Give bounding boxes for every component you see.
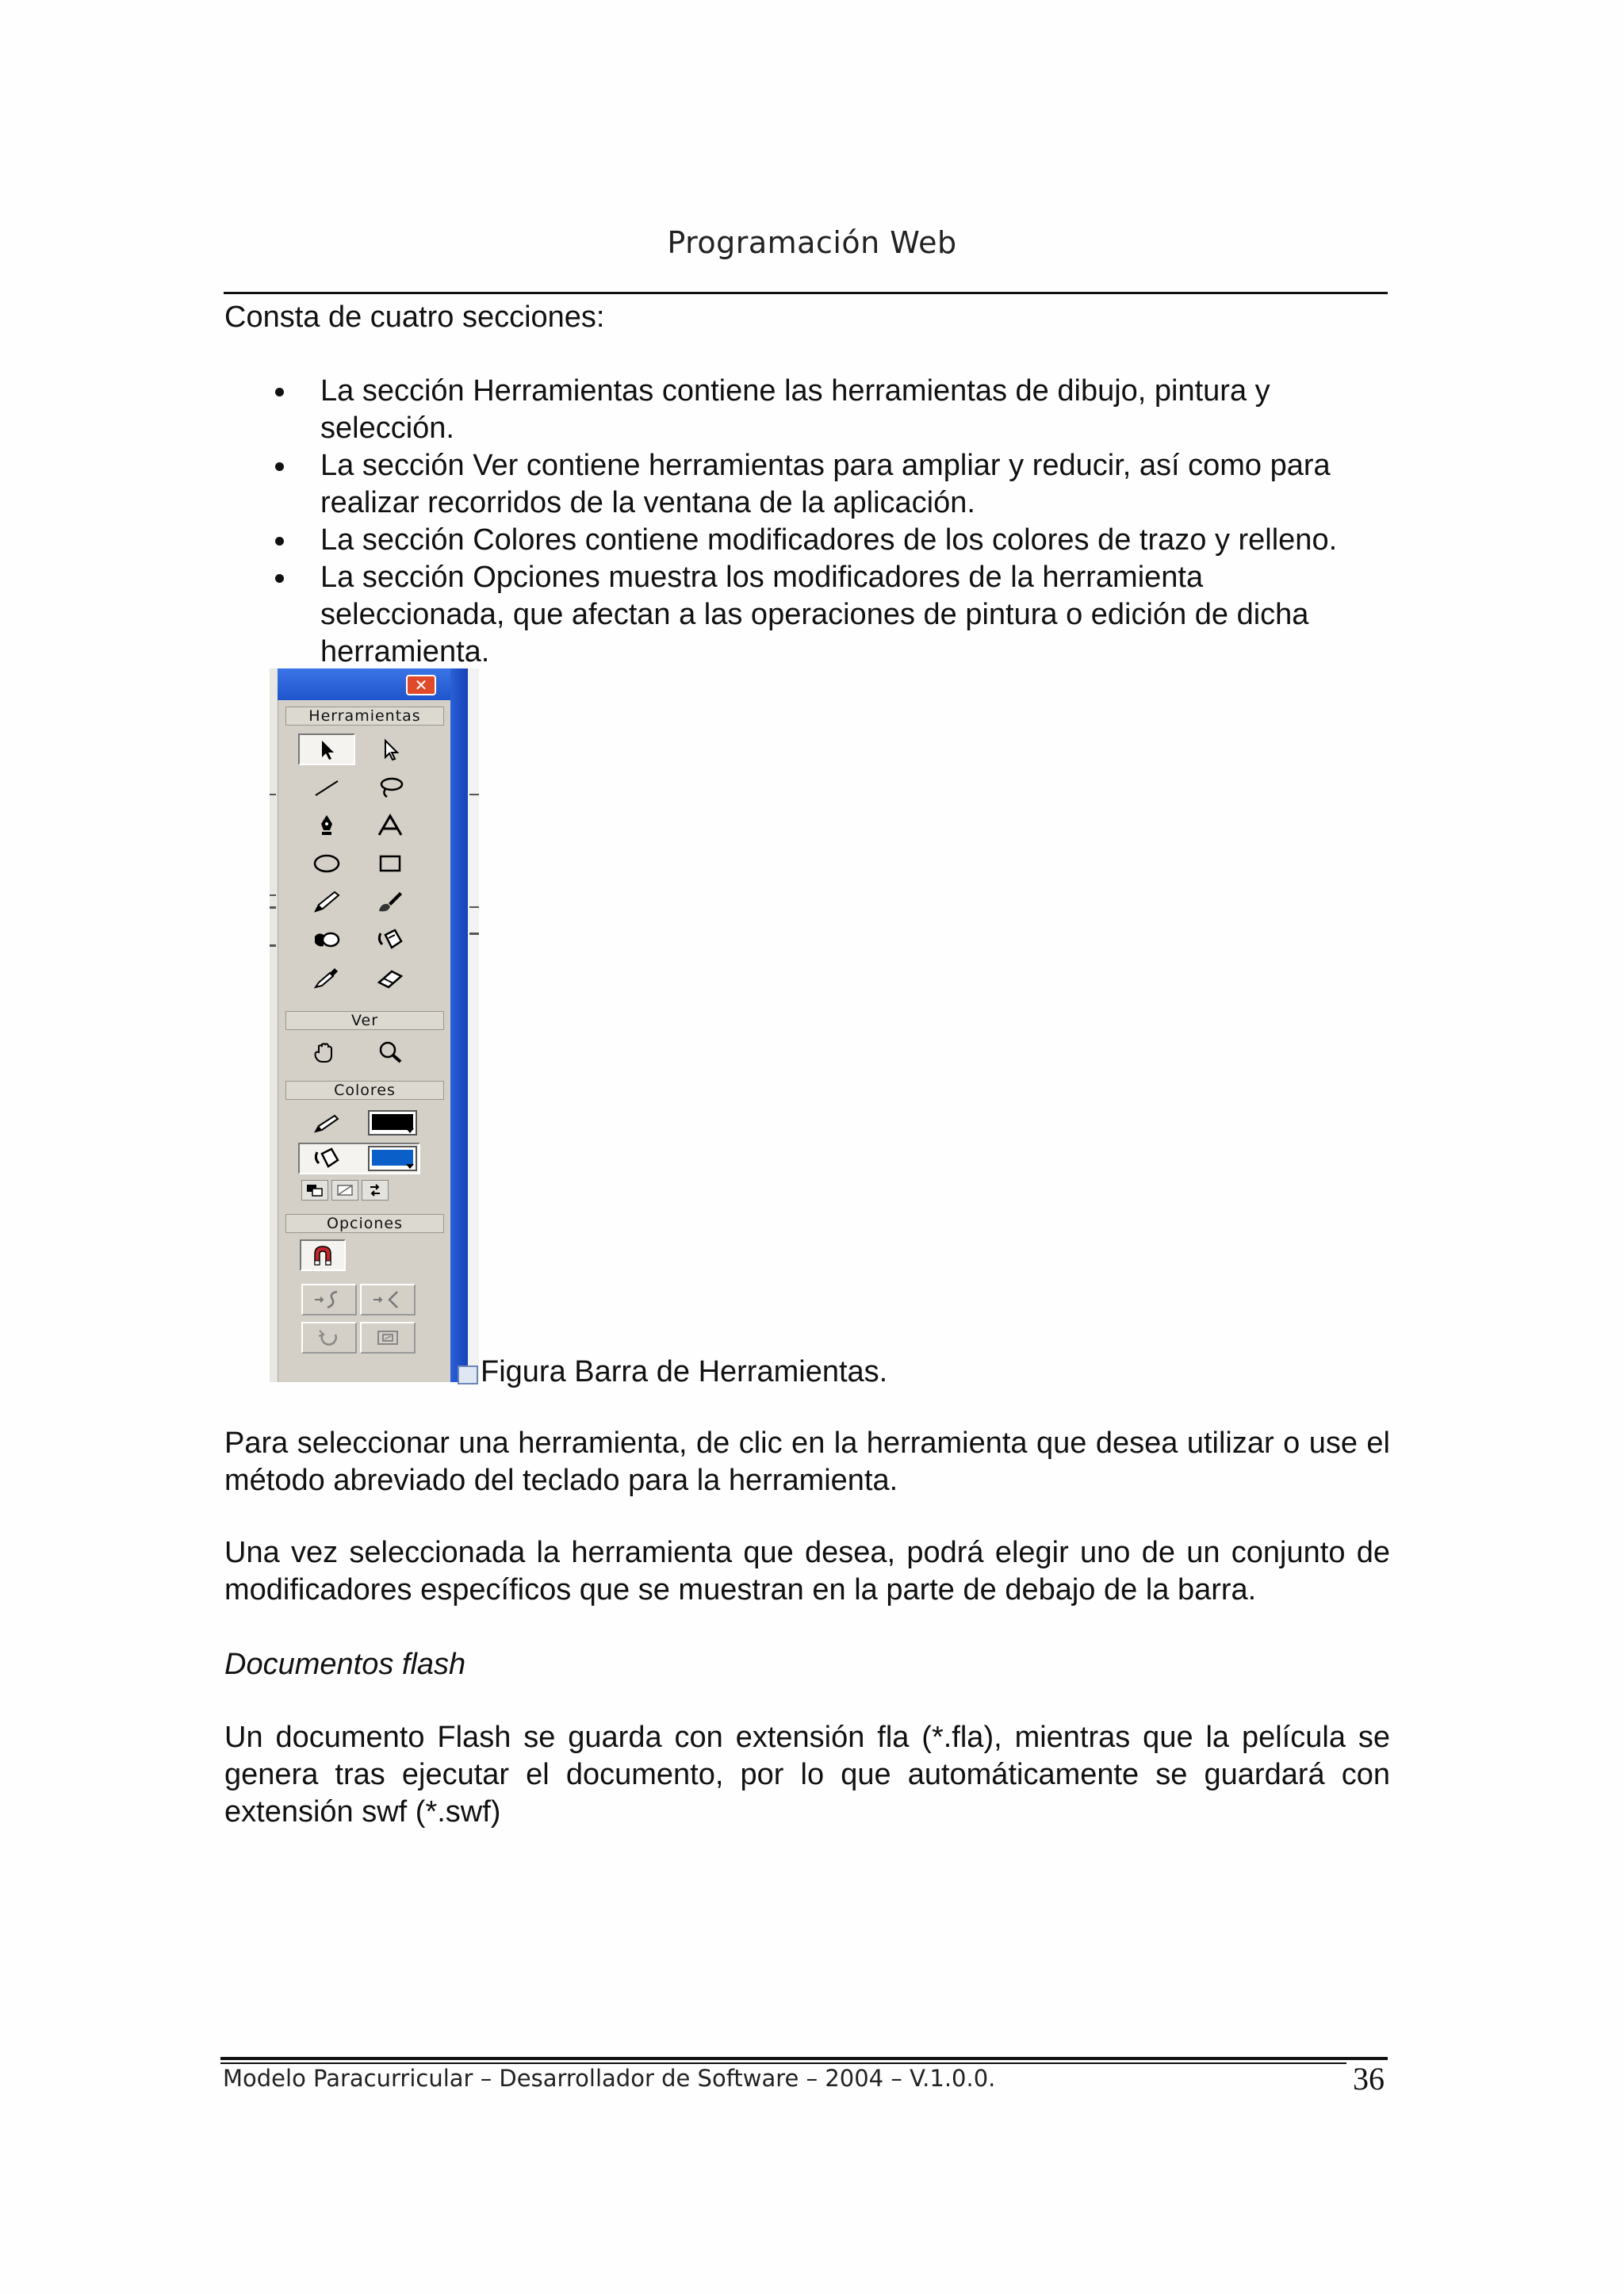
list-item: La sección Opciones muestra los modificadores de la herramienta seleccionada, que afectan a las operaciones de pintura o edición de dicha herramienta. bbox=[224, 559, 1390, 671]
pencil-icon bbox=[311, 889, 343, 914]
bullet-icon bbox=[275, 462, 284, 471]
chevron-down-icon bbox=[406, 1128, 414, 1133]
eyedropper-icon bbox=[311, 965, 343, 990]
section-bullet-list bbox=[224, 373, 1390, 671]
arrow-icon bbox=[311, 737, 343, 762]
line-icon bbox=[311, 775, 343, 800]
ink-bottle-icon bbox=[311, 927, 343, 952]
arrow-tool[interactable] bbox=[298, 733, 355, 765]
line-tool[interactable] bbox=[298, 772, 355, 803]
subselect-icon bbox=[374, 737, 406, 762]
subselect-tool[interactable] bbox=[362, 733, 419, 765]
chevron-down-icon bbox=[406, 1164, 414, 1169]
smooth-icon bbox=[312, 1289, 347, 1311]
brush-tool[interactable] bbox=[362, 886, 419, 917]
eraser-tool[interactable] bbox=[362, 962, 419, 994]
fill-color-fill bbox=[372, 1150, 413, 1166]
section-label-herramientas: Herramientas bbox=[285, 707, 444, 726]
close-button[interactable]: ✕ bbox=[406, 675, 436, 695]
text-icon bbox=[374, 813, 406, 838]
window-frame bbox=[450, 668, 468, 1382]
hand-tool[interactable] bbox=[298, 1036, 355, 1068]
rectangle-tool[interactable] bbox=[362, 848, 419, 879]
caption-marker-icon bbox=[458, 1365, 478, 1384]
magnet-icon bbox=[307, 1243, 339, 1268]
swap-colors-icon bbox=[366, 1183, 385, 1197]
lasso-icon bbox=[374, 775, 406, 800]
pen-tool[interactable] bbox=[298, 810, 355, 841]
oval-icon bbox=[311, 851, 343, 876]
paint-bucket-tool[interactable] bbox=[362, 924, 419, 956]
rectangle-icon bbox=[374, 851, 406, 876]
pencil-tool[interactable] bbox=[298, 886, 355, 917]
page-header-title: Programación Web bbox=[667, 225, 957, 260]
hand-icon bbox=[311, 1040, 343, 1065]
oval-tool[interactable] bbox=[298, 848, 355, 879]
header-rule bbox=[224, 292, 1388, 294]
stroke-color-fill bbox=[372, 1114, 413, 1130]
section-label-ver: Ver bbox=[285, 1011, 444, 1030]
default-colors-icon bbox=[305, 1183, 324, 1197]
snap-to-objects-button[interactable] bbox=[300, 1239, 346, 1271]
scale-icon bbox=[370, 1327, 405, 1349]
pencil-icon bbox=[311, 1111, 343, 1136]
smooth-button[interactable] bbox=[301, 1284, 357, 1316]
footer-text: Modelo Paracurricular – Desarrollador de Software – 2004 – V.1.0.0. bbox=[223, 2065, 996, 2092]
bullet-icon bbox=[275, 537, 284, 546]
section-label-opciones: Opciones bbox=[285, 1214, 444, 1233]
section-label-colores: Colores bbox=[285, 1081, 444, 1100]
window-edge bbox=[270, 668, 278, 1382]
fill-color-swatch[interactable] bbox=[368, 1146, 417, 1171]
stroke-color-swatch[interactable] bbox=[368, 1110, 417, 1136]
rotate-icon bbox=[312, 1327, 347, 1349]
figure-caption: Figura Barra de Herramientas. bbox=[481, 1355, 888, 1388]
footer-rule bbox=[220, 2057, 1388, 2060]
footer-rule-secondary bbox=[220, 2062, 1346, 2064]
straighten-button[interactable] bbox=[360, 1284, 416, 1316]
brush-icon bbox=[374, 889, 406, 914]
swap-colors-button[interactable] bbox=[362, 1180, 389, 1201]
zoom-tool[interactable] bbox=[362, 1036, 419, 1068]
paint-bucket-icon bbox=[311, 1146, 343, 1171]
eraser-icon bbox=[374, 965, 406, 990]
magnifier-icon bbox=[374, 1040, 406, 1065]
list-item: La sección Ver contiene herramientas para ampliar y reducir, así como para realizar recorridos de la ventana de la aplicación. bbox=[224, 447, 1390, 522]
bullet-icon bbox=[275, 388, 284, 396]
ink-bottle-tool[interactable] bbox=[298, 924, 355, 956]
fill-color-label bbox=[298, 1143, 355, 1174]
list-item: La sección Colores contiene modificadores de los colores de trazo y relleno. bbox=[224, 522, 1390, 559]
list-item: La sección Herramientas contiene las herramientas de dibujo, pintura y selección. bbox=[224, 373, 1390, 447]
text-tool[interactable] bbox=[362, 810, 419, 841]
page-number: 36 bbox=[1353, 2061, 1385, 2097]
intro-text: Consta de cuatro secciones: bbox=[224, 301, 605, 334]
window-background bbox=[468, 668, 479, 1382]
paint-bucket-icon bbox=[374, 927, 406, 952]
rotate-button[interactable] bbox=[301, 1322, 357, 1354]
paragraph-select-tool: Para seleccionar una herramienta, de clic en la herramienta que desea utilizar o use el método abreviado del teclado para la herramienta. bbox=[224, 1427, 1390, 1497]
straighten-icon bbox=[370, 1289, 405, 1311]
paragraph-modifiers: Una vez seleccionada la herramienta que desea, podrá elegir uno de un conjunto de modificadores específicos que se muestran en la parte de debajo de la barra. bbox=[224, 1536, 1390, 1607]
default-colors-button[interactable] bbox=[301, 1180, 328, 1201]
eyedropper-tool[interactable] bbox=[298, 962, 355, 994]
section-heading: Documentos flash bbox=[224, 1648, 466, 1681]
no-color-button[interactable] bbox=[331, 1180, 358, 1201]
toolbar-screenshot bbox=[270, 668, 479, 1382]
no-color-icon bbox=[335, 1183, 354, 1197]
paragraph-flash-documents: Un documento Flash se guarda con extensión fla (*.fla), mientras que la película se genera tras ejecutar el documento, por lo que automáticamente se guardará con extensión swf (*.swf) bbox=[224, 1721, 1390, 1829]
pen-icon bbox=[311, 813, 343, 838]
scale-button[interactable] bbox=[360, 1322, 416, 1354]
stroke-color-label bbox=[298, 1108, 355, 1139]
lasso-tool[interactable] bbox=[362, 772, 419, 803]
bullet-icon bbox=[275, 574, 284, 583]
